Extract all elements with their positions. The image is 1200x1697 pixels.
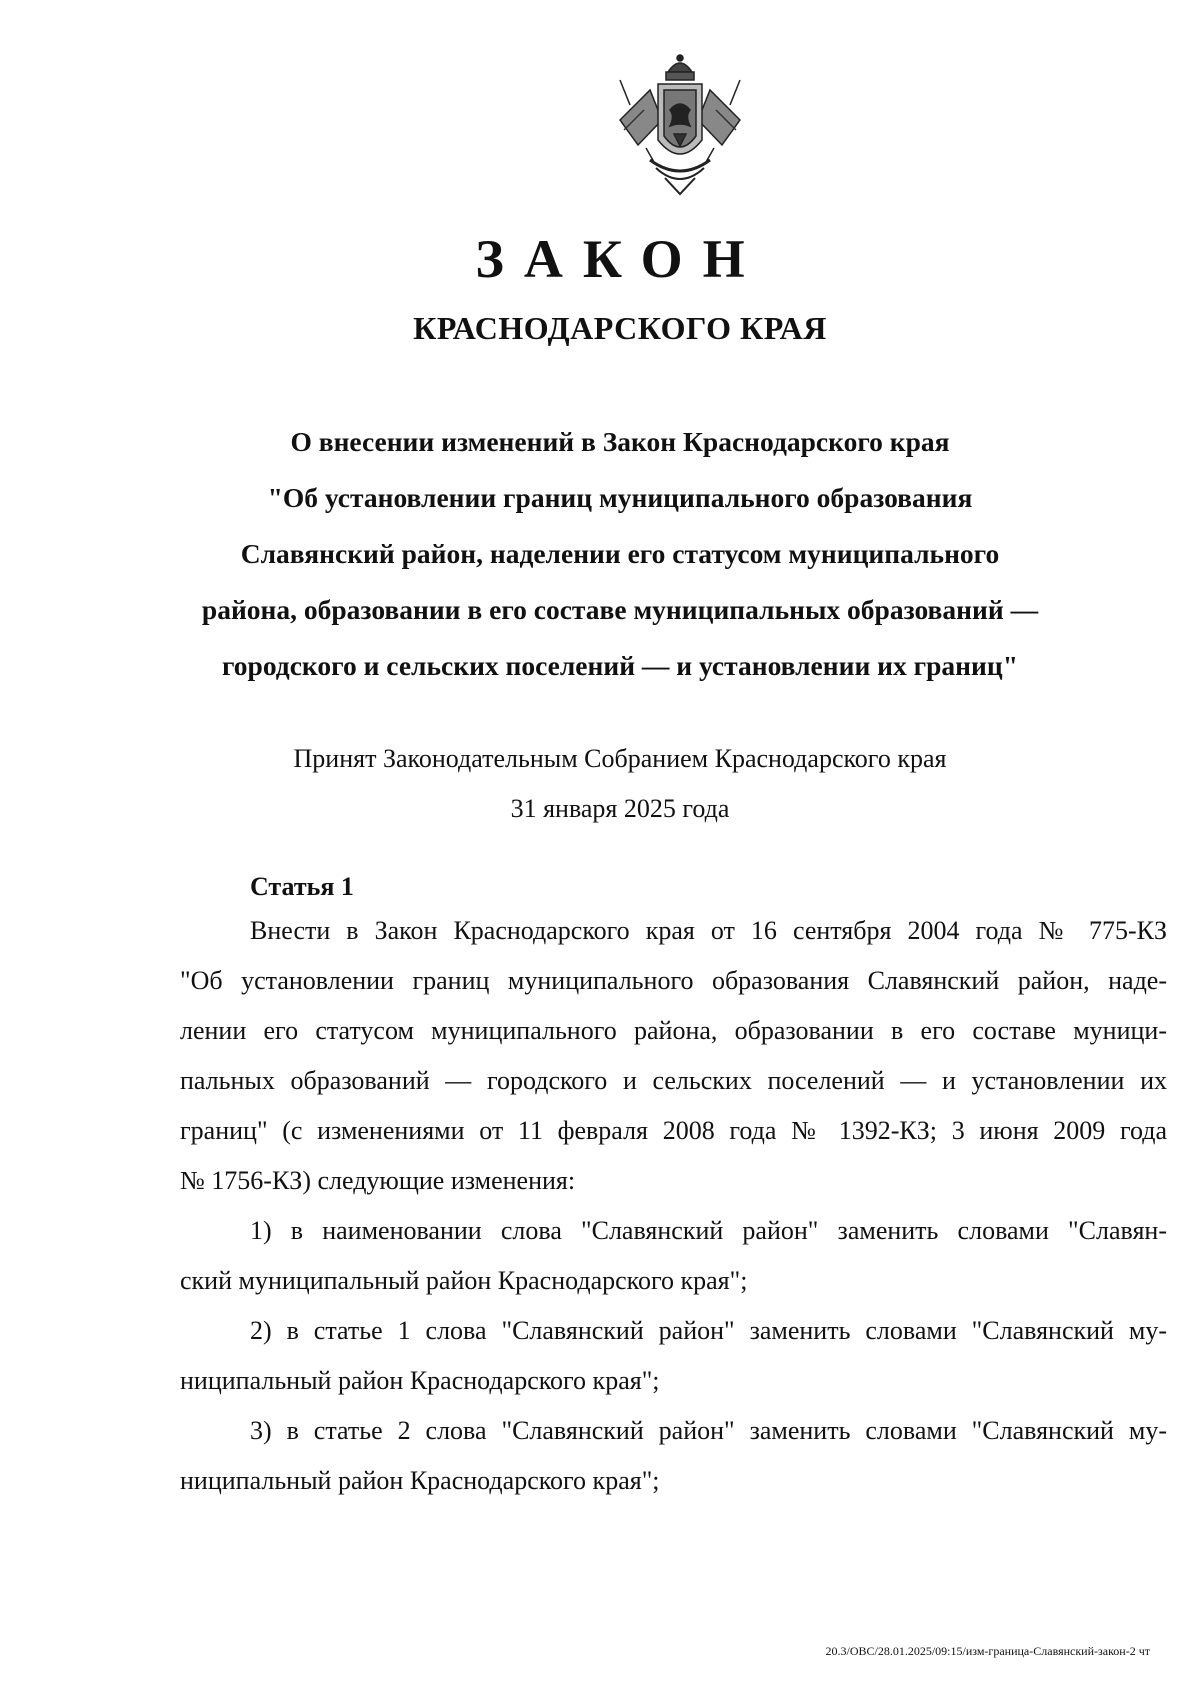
law-title <box>180 414 1060 694</box>
title-line: района, образовании в его составе муниципальных образований — <box>201 594 1039 625</box>
amendment-item: 2) в статье 1 слова "Славянский район" заменить словами "Славянский му- <box>250 1316 1167 1345</box>
adoption-block <box>0 734 1200 834</box>
coat-of-arms-icon <box>610 50 750 200</box>
body-line: "Об установлении границ муниципального образования Славянский район, наде- <box>180 966 1167 995</box>
article-heading: Статья 1 <box>250 872 354 901</box>
amendment-item: 1) в наименовании слова "Славянский район" заменить словами "Славян- <box>250 1216 1167 1245</box>
article-body <box>180 906 1167 1506</box>
body-line: Внести в Закон Краснодарского края от 16 сентября 2004 года № 775-КЗ <box>250 916 1167 945</box>
document-code: 20.3/OBC/28.01.2025/09:15/изм-граница-Славянский-закон-2 чт <box>825 1644 1150 1658</box>
body-line: ниципальный район Краснодарского края"; <box>180 1466 660 1495</box>
body-line: пальных образований — городского и сельских поселений — и установлении их <box>180 1066 1167 1095</box>
title-line: Славянский район, наделении его статусом муниципального <box>240 538 1000 569</box>
title-line: О внесении изменений в Закон Краснодарского края <box>290 426 950 457</box>
adoption-date: 31 января 2025 года <box>510 794 730 823</box>
adoption-statement: Принят Законодательным Собранием Краснодарского края <box>293 744 947 773</box>
title-line: "Об установлении границ муниципального образования <box>267 482 973 513</box>
amendment-item: 3) в статье 2 слова "Славянский район" заменить словами "Славянский му- <box>250 1416 1167 1445</box>
body-line: границ" (с изменениями от 11 февраля 2008 года № 1392-КЗ; 3 июня 2009 года <box>180 1116 1167 1145</box>
body-line: ский муниципальный район Краснодарского края"; <box>180 1266 748 1295</box>
region-heading: КРАСНОДАРСКОГО КРАЯ <box>413 310 827 346</box>
body-line: № 1756-КЗ) следующие изменения: <box>180 1166 576 1195</box>
title-line: городского и сельских поселений — и установлении их границ" <box>222 650 1018 681</box>
body-line: ниципальный район Краснодарского края"; <box>180 1366 660 1395</box>
body-line: лении его статусом муниципального района, образовании в его составе муници- <box>180 1016 1167 1045</box>
law-heading: ЗАКОН <box>475 229 765 289</box>
